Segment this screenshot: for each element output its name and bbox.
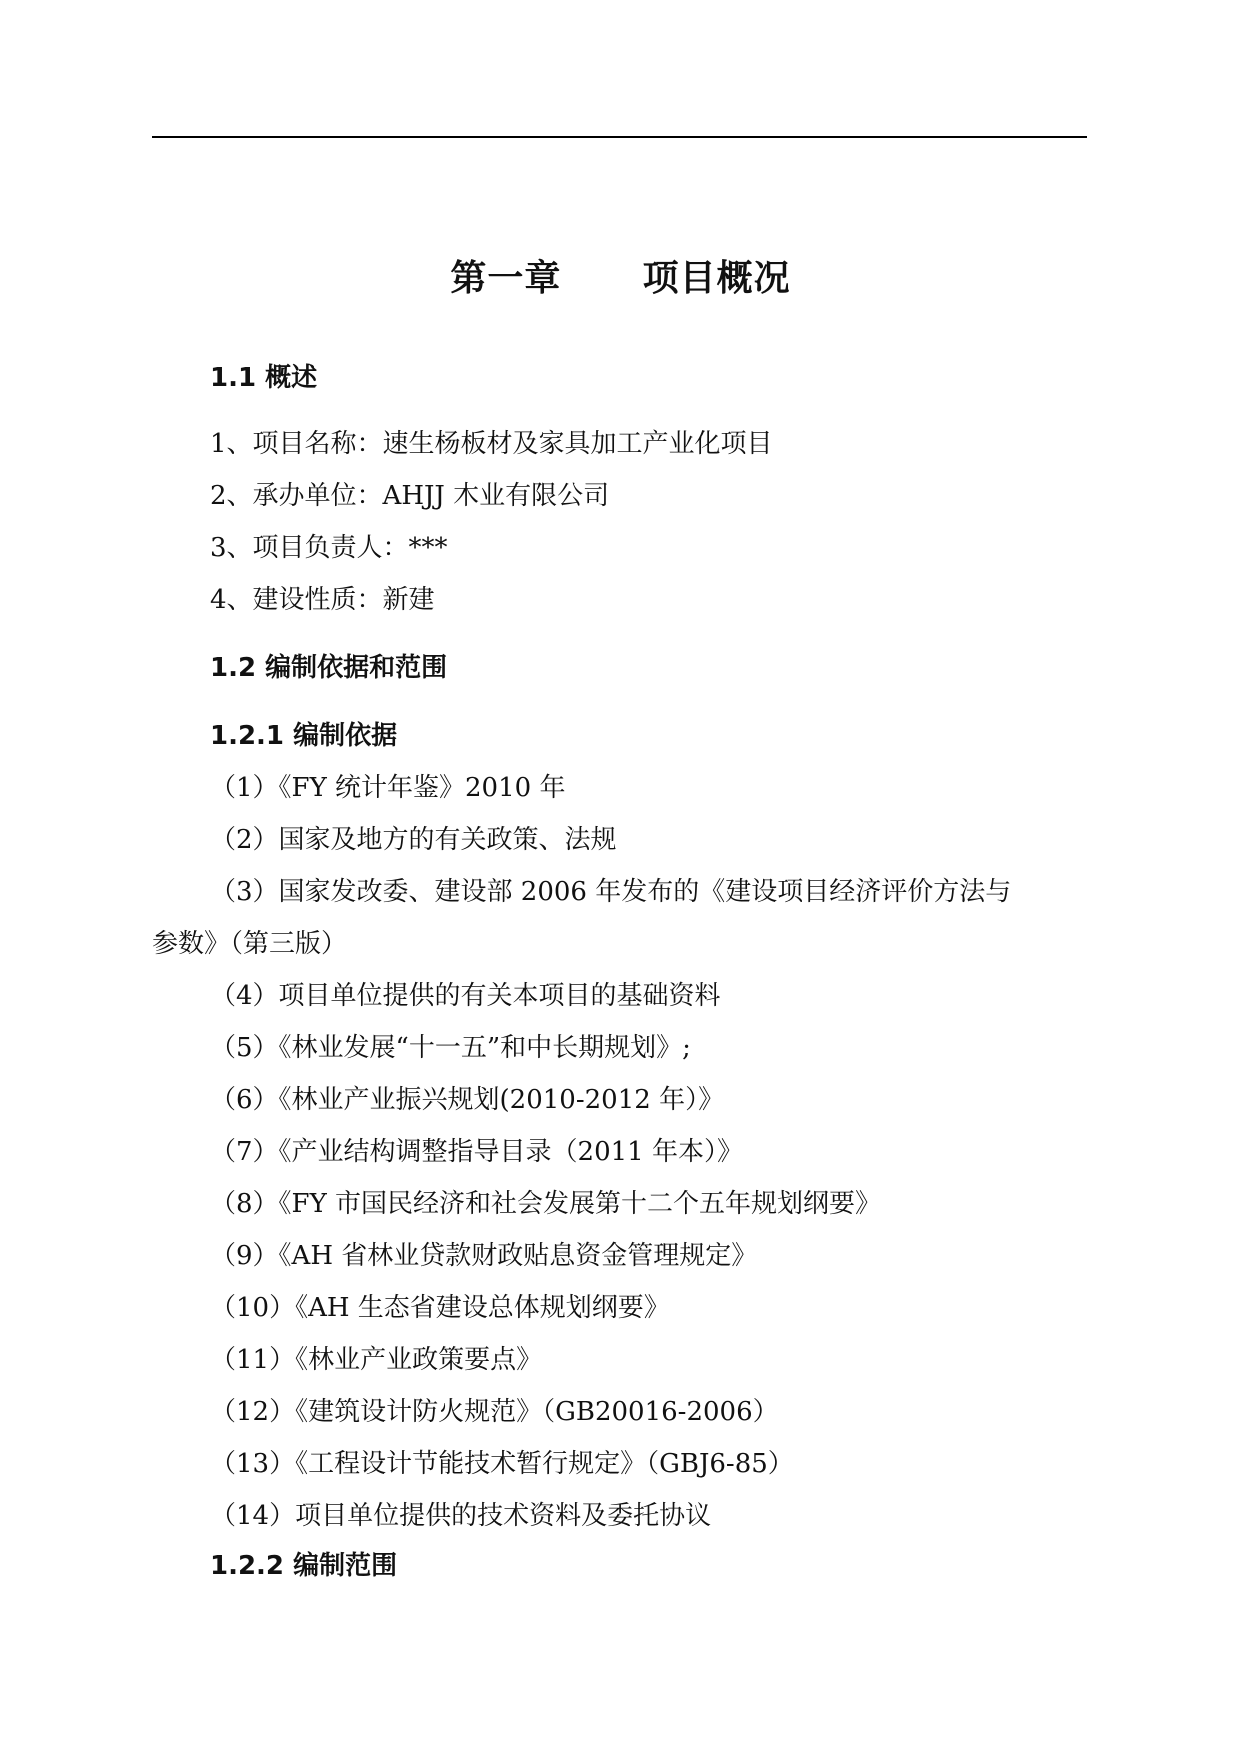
basis-item: （10）《AH 生态省建设总体规划纲要》	[210, 1293, 670, 1323]
basis-item-continuation: 参数》（第三版）	[152, 929, 348, 959]
basis-item: （5）《林业发展“十一五”和中长期规划》;	[210, 1033, 691, 1063]
header-rule	[152, 136, 1087, 138]
overview-item-sponsor: 2、承办单位：AHJJ 木业有限公司	[210, 481, 610, 511]
basis-item: （7）《产业结构调整指导目录（2011 年本）》	[210, 1137, 743, 1167]
basis-item: （3）国家发改委、建设部 2006 年发布的《建设项目经济评价方法与	[210, 877, 1012, 907]
basis-item: （1）《FY 统计年鉴》2010 年	[210, 773, 566, 803]
overview-item-project-name: 1、项目名称：速生杨板材及家具加工产业化项目	[210, 429, 773, 459]
basis-item: （4）项目单位提供的有关本项目的基础资料	[210, 981, 721, 1011]
section-heading-1-1: 1.1 概述	[210, 363, 318, 393]
chapter-title: 第一章 项目概况	[450, 258, 791, 299]
section-heading-1-2-1: 1.2.1 编制依据	[210, 721, 398, 751]
overview-item-person-in-charge: 3、项目负责人：***	[210, 533, 448, 563]
basis-item: （6）《林业产业振兴规划(2010-2012 年）》	[210, 1085, 725, 1115]
basis-item: （2）国家及地方的有关政策、法规	[210, 825, 617, 855]
basis-item: （13）《工程设计节能技术暂行规定》（GBJ6-85）	[210, 1449, 794, 1479]
basis-item: （9）《AH 省林业贷款财政贴息资金管理规定》	[210, 1241, 758, 1271]
basis-item: （8）《FY 市国民经济和社会发展第十二个五年规划纲要》	[210, 1189, 882, 1219]
section-heading-1-2-2: 1.2.2 编制范围	[210, 1551, 398, 1581]
basis-item: （11）《林业产业政策要点》	[210, 1345, 543, 1375]
section-heading-1-2: 1.2 编制依据和范围	[210, 653, 448, 683]
basis-item: （14）项目单位提供的技术资料及委托协议	[210, 1501, 712, 1531]
basis-item: （12）《建筑设计防火规范》（GB20016-2006）	[210, 1397, 779, 1427]
overview-item-construction-type: 4、建设性质：新建	[210, 585, 435, 615]
